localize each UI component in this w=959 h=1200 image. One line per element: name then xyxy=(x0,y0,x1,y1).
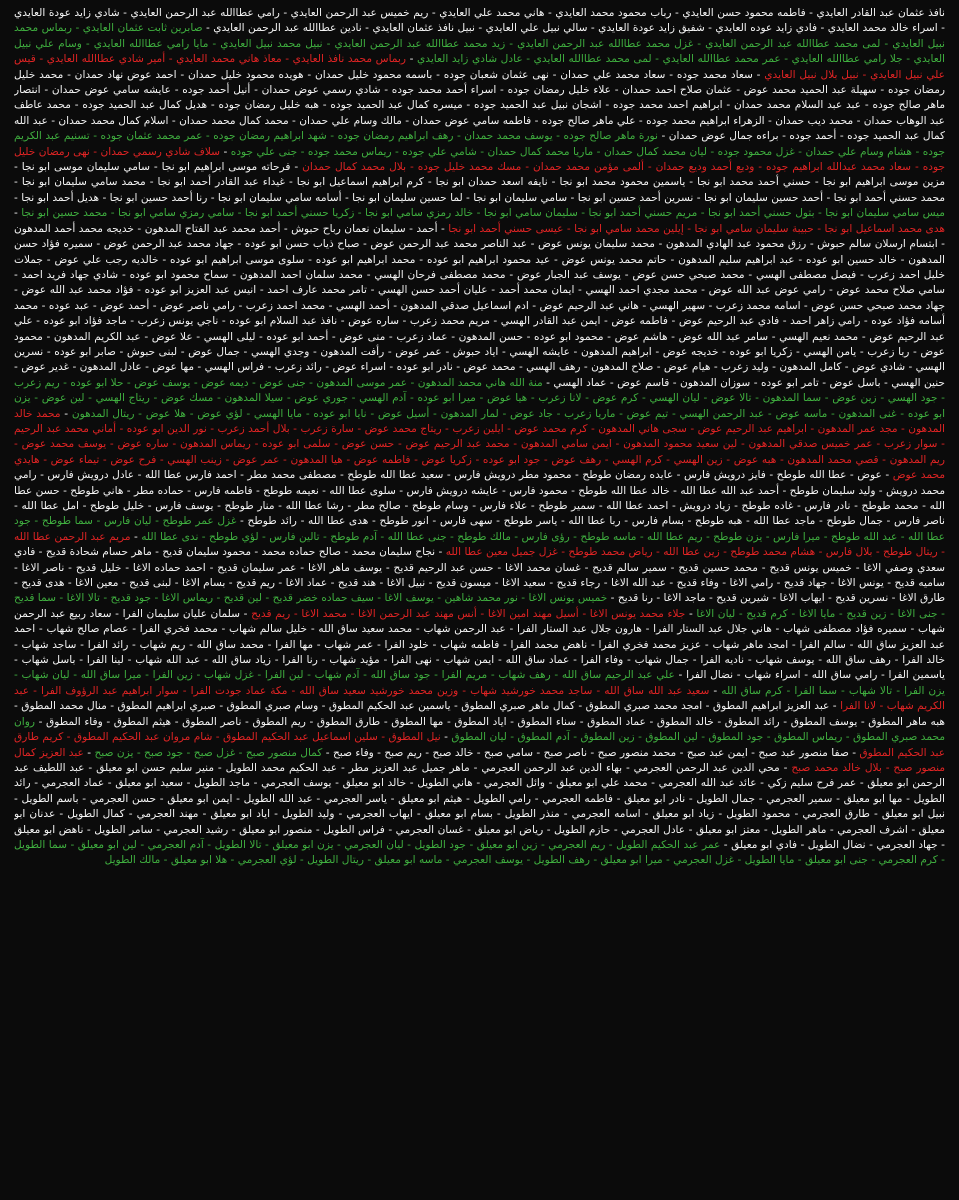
name-separator: - xyxy=(240,607,252,620)
name-separator: - xyxy=(848,746,860,759)
names-segment-white: نافذ عبد السلام ابو عوده - ناجي يونس زعرب - ماجد فؤاد ابو عوده - علي عبد الرحيم عوض - محمد نعيم الهسي - سامر عبد الله عوض - هاشم عوض - محمود ابو عوده - حسن المدهون - عماد زعرب - منى عوض - أحمد ابو عوده - ليلى الهسي - علا عوض - عبد الكريم المدهون - محمود عوض - ربا زعرب - يامن الهسي - زكريا ابو عوده - خديجه عوض - ابراهيم المدهون - عايشه الهسي - اياد حبوش - عمر عوض - رأفت المدهون - وجدي الهسي - جمال عوض - لبنى حبوش - صابر ابو عوده - نسرين الهسي - شادي عوض - كامل المدهون - وليد زعرب - هيام عوض - صلاح المدهون - رهف الهسي - محمد عوض - نادر ابو عوده - اسراء عوض - رائد زعرب - فراس الهسي - مها عوض - عادل المدهون - غدير عوض - حنين الهسي - باسل عوض - تامر ابو عوده - سوزان المدهون - قاسم عوض - عماد الهسي xyxy=(14,315,945,389)
names-segment-green: منة الله هاني محمد المدهون - عمر موسى المدهون - جنى عوض - ديمه عوض - يوسف عوض - حلا ابو عوده - ريم زعرب - جود الهسي - زين عوض - سما المدهون - تالا عوض - ليان الهسي - كرم عوض - لانا زعرب - هيا عوض - ميرا ابو عوده - آدم الهسي - جوري عوض - سيلا المدهون - مسك عوض - ريتاج الهسي - لين عوض - يزن ابو عوده - غنى المدهون - ماسه عوض - عبد الرحمن الهسي - تيم عوض - ماريا زعرب - جاد عوض - لمار المدهون - أسيل عوض - نايا ابو عوده - مايا الهسي - لؤي عوض - هلا عوض - ريتال المدهون xyxy=(14,376,945,420)
names-segment-white: عبد العزيز ابراهيم المطوق - امجد محمد صبري المطوق - كمال ماهر صبري المطوق - ياسمين عبد الحكيم المطوق - وسام صبري المطوق - صبري ابراهيم المطوق - منال محمد المطوق - هبه ماهر المطوق - يوسف المطوق - رائد المطوق - خالد المطوق - عماد المطوق - سناء المطوق - اياد المطوق - مها المطوق - طارق المطوق - ريم المطوق - ناصر المطوق - هيثم المطوق - وفاء المطوق xyxy=(14,700,945,728)
name-separator: - xyxy=(657,130,669,143)
names-segment-red: مريم عبد الرحمن عطا الله - ريتال طوطح - بلال فارس - هشام محمد طوطح - زين عطا الله - رياض محمد طوطح - غزل جميل معين عطا الله xyxy=(14,530,945,559)
names-segment-green: روان محمد صبري المطوق - ريماس المطوق - جود المطوق - لين المطوق - زين المطوق - آدم المطوق - ليان المطوق xyxy=(14,715,945,744)
name-separator: - xyxy=(322,746,333,759)
names-segment-red: جلاء محمد يونس الاغا - أسيل مهند امين الاغا - أنس مهند عبد الرحمن الاغا - محمد الاغا - ريم قديح xyxy=(251,607,686,620)
name-separator: - xyxy=(674,669,687,682)
names-segment-white: سعاد محمد جوده - سعاد محمد علي حمدان - نهى عثمان شعبان جوده - باسمه محمود خليل حمدان - هويده محمود خليل حمدان - احمد عوض نهاد حمدان - محمد خليل رمضان جوده - سهيلة عبد الحميد محمد عوض - عثمان صلاح احمد حمدان - علاء خليل رمضان جوده - اسراء أحمد محمد جوده - شادي رسمي عوض حمدان - أنيل أحمد جوده - عايشه سامي عوض حمدان - انتصار ماهر صالح جوده - عبد عبد السلام محمد حمدان - ابراهيم احمد محمد جوده - اشجان نبيل عبد الحميد جوده - ميسره كمال عبد الحميد جوده - هبه خليل رمضان جوده - هديل كمال عبد الحميد جوده - محمد عاطف عبد الوهاب حمدان - محمد ديب حمدان - الزهراء ابراهيم محمد جوده - علي ماهر صالح جوده - فاطمه سامي عوض حمدان - مالك وسام علي حمدان - محمد كمال محمد حمدان - اسلام كمال محمد حمدان - عبد الله كمال عبد الحميد جوده - أحمد جوده - براءه جمال عوض حمدان xyxy=(14,68,945,143)
names-segment-red: محمد خالد المدهون - مجد عمر المدهون - ابراهيم عبد الرحيم عوض - سجى هاني المدهون - كرم محمد عوض - ايلين زعرب - ريتاج محمد عوض - سارة زعرب - بلال أحمد زعرب - نور الدين ابو عوده - أماني محمد عبد الرحيم - سوار زعرب - عمر خميس صدقي المدهون - لين سعيد محمود المدهون - ايمن سامي المدهون - محمد عبد الرحيم عوض - حسن عوض - سلمى ابو عوده - ريماس المدهون - ساره عوض - يوسف محمد عوض - ريم المدهون - قصي محمد المدهون - هبه عوض - زين الهسي - كرم الهسي - رهف عوض - جود ابو عوده - زكريا عوض - فاطمه عوض - هيا المدهون - عمر عوض - زينب الهسي - فرح عوض - تيماء عوض - هايدي محمد عوض xyxy=(14,407,945,482)
name-separator: - xyxy=(83,746,95,759)
name-separator: - xyxy=(60,407,72,420)
names-segment-white: أحمد - سليمان نعمان رباح حبوش - أحمد محمد عبد الفتاح المدهون - خديجه محمد أحمد المدهون - ابتسام ارسلان سالم حبوش - رزق محمود عبد الهادي المدهون - محمد سليمان يونس عوض - عبد الناصر محمد عبد الرحمن عوض - صباح ذياب حسن ابو عوده - جهاد محمد عبد الرحمن عوض - سميره فؤاد حسن المدهون - خالد حسين ابو عوده - عبد ابراهيم سليم المدهون - حاتم محمد يونس عوض - عيد محمود ابراهيم ابو عوده - محمد ابراهيم ابو عوده - سلوى موسى ابراهيم ابو عوده - خالديه رجب علي عوض - جملات خليل احمد زعرب - فيصل مصطفى الهسي - محمد صبحي حسن عوض - يوسف عبد الجبار عوض - محمد مصطفى فرحان الهسي - محمد سلمان احمد المدهون - سماح محمود ابو عوده - شادي جهاد فريد احمد - سامي صلاح محمد عوض - رامي عوض عبد الله عوض - محمد مجدي احمد الهسي - ايمان محمد أحمد - عليان أحمد حسن الهسي - تامر محمد عارف احمد - انيس عبد العزيز ابو عوده - فؤاد محمد عبد الله عوض - جهاد محمد صبحي حسن عوض - اسامه محمد زعرب - سهير الهسي - هاني عبد الرحيم عوض - ادم اسماعيل صدقي المدهون - أحمد الهسي - محمد احمد زعرب - رامي ناصر عوض - أحمد عوض - عبد عوده - محمد أسامه فؤاد عوده - رامي زاهر احمد - فادي عبد الرحيم عوض - فاطمه عوض - ايمن عبد القادر الهسي - مريم محمد زعرب - ساره عوض xyxy=(14,222,945,328)
names-segment-green: عمر عبد الحكيم الطويل - ريم العجرمي - زين ابو معيلق - جود الطويل - ليان العجرمي - يزن ابو معيلق - تالا الطويل - آدم العجرمي - لين ابو معيلق - سما الطويل - كرم العجرمي - جنى ابو معيلق - مايا الطويل - غزل العجرمي - ميرا ابو معيلق - رهف الطويل - يوسف العجرمي - ماسه ابو معيلق - ريتال الطويل - لؤي العجرمي - هلا ابو معيلق - مالك الطويل xyxy=(14,838,945,867)
name-separator: - xyxy=(607,592,618,605)
name-separator: - xyxy=(685,607,697,620)
name-separator: - xyxy=(337,315,349,328)
names-segment-white: فرحاته موسى ابراهيم ابو نجا - سامي سليمان موسى ابو نجا - مزين موسى ابراهيم ابو نجا - حسني أحمد محمد ابو نجا - ياسمين محمود محمد ابو نجا - نايفه اسعد حمدان ابو نجا - كرم ابراهيم اسماعيل ابو نجا - غيداء عبد القادر أحمد ابو نجا - محمد سامي سليمان ابو نجا - محمد حسني أحمد ابو نجا - أحمد حسين سليمان ابو نجا - نسرين أحمد حسين ابو نجا - سامي سليمان ابو نجا - لما حسين سليمان ابو نجا - أسامه سامي سليمان ابو نجا - رنا أحمد حسين ابو نجا - هديل أحمد ابو نجا xyxy=(14,161,945,204)
names-segment-green: صابرين ثابت عثمان العايدي - ربماس محمد نبيل العايدي - لمى محمد عطاالله عبد الرحمن العايدي - غزل محمد عطاالله عبد الرحمن العايدي - زيد محمد عطاالله عبد الرحمن العايدي - نبيل محمد نبيل العايدي - مايا رامي عطاالله العايدي - وسام علي نبيل العايدي - جلا رامي عطاالله العايدي - عمر محمد عطاالله العايدي - لمى محمد عطاالله العايدي - عادل شادي زايد العايدي xyxy=(14,22,945,66)
names-segment-white: محي الدين عبد الرحمن العجرمي - بهاء الدين عبد الرحمن العجرمي - ماهر جميل عبد العزيز مطر - عبد الحكيم محمد الطويل - منير سليم حسن ابو معيلق - عبد اللطيف عبد الرحمن ابو معيلق - عمر فرح سليم زكي - عائد عبد الله العجرمي - محمد علي ابو معيلق - وائل العجرمي - هاني الطويل - خالد ابو معيلق - يوسف العجرمي - ماجد الطويل - سعيد ابو معيلق - عماد العجرمي - رائد الطويل - مها ابو معيلق - سمير العجرمي - جمال الطويل - نادر ابو معيلق - فاطمه العجرمي - رامي الطويل - هيثم ابو معيلق - ياسر العجرمي - عبد الله الطويل - ايمن ابو معيلق - حسن العجرمي - باسم الطويل - نبيل ابو معيلق - طارق العجرمي - محمود الطويل - زياد ابو معيلق - اسامه العجرمي - منذر الطويل - بسام ابو معيلق - ايهاب العجرمي - وليد الطويل - اياد ابو معيلق - مهند العجرمي - كمال الطويل - عدنان ابو معيلق - اشرف العجرمي - ماهر الطويل - معتز ابو معيلق - عادل العجرمي - حازم الطويل - رياض ابو معيلق - غسان العجرمي - فراس الطويل - منصور ابو معيلق - رشيد العجرمي - سامر الطويل - ناهض ابو معيلق - جهاد العجرمي - نضال الطويل - فادي ابو معيلق xyxy=(14,761,945,851)
name-separator: - xyxy=(220,145,231,158)
name-separator: - xyxy=(202,22,214,35)
names-segment-green: ميس سامي سليمان ابو نجا - بتول حسني أحمد ابو نجا - مريم حسني أحمد ابو نجا - سليمان سامي ابو نجا - خالد رمزي سامي ابو نجا - زكريا حسني أحمد ابو نجا - سامي رمزي سامي ابو نجا - محمد حسين ابو نجا xyxy=(21,207,945,220)
names-segment-white: عوض - عطا الله طوطح - فايز درويش فارس - عايده رمضان طوطح - محمود مطر درويش فارس - سعيد عطا الله طوطح - مصطفى محمد مطر - احمد فارس عطا الله - عادل درويش فارس - رامي محمد درويش - وليد سليمان طوطح - أحمد عبد الله عطا الله - خالد عطا الله طوطح - محمود فارس - عايشه درويش فارس - سلوى عطا الله - نعيمه طوطح - فاطمه فارس - حماده مطر - هاني طوطح - حسن عطا الله - محمد طوطح - نادر فارس - غاده طوطح - زياد درويش - احمد عطا الله - سمير طوطح - علاء فارس - وسام طوطح - صالح مطر - رشا عطا الله - منار طوطح - يوسف فارس - خليل طوطح - امل عطا الله - ناصر فارس - جمال طوطح - ماجد عطا الله - هبه طوطح - بسام فارس - ربا عطا الله - ياسر طوطح - سهى فارس - انور طوطح - هدى عطا الله - رائد طوطح xyxy=(14,469,945,528)
name-separator: - xyxy=(14,191,22,204)
names-segment-green: علي عبد الرحيم ساق الله - رهف شهاب - مريم الفرا - جود ساق الله - آدم شهاب - لين الفرا - غزل شهاب - زين الفرا - ميرا ساق الله - ليان شهاب - يزن الفرا - تالا شهاب - سما الفرا - كرم ساق الله xyxy=(14,669,945,697)
names-segment-white: سلمان عليان سليمان الفرا - سعاد ربيع عبد الرحمن شهاب - سميره فؤاد مصطفى شهاب - هاني جلال عبد الستار الفرا - هارون جلال عبد الستار الفرا - عبد الرحمن شهاب - محمد سعيد ساق الله - خليل سالم شهاب - محمد فخري الفرا - عصام صالح شهاب - احمد عبد العزيز ساق الله - سالم الفرا - امجد ماهر شهاب - عزيز محمد فخري الفرا - ناهض محمد الفرا - فاطمه شهاب - خلود الفرا - عمر شهاب - مها الفرا - محمد ساق الله - ريم شهاب - رائد الفرا - ساجد شهاب - خالد الفرا - رهف ساق الله - يوسف شهاب - ناديه الفرا - جمال شهاب - وفاء الفرا - عماد ساق الله - ايمن شهاب - نهى الفرا - مؤيد شهاب - رنا الفرا - زياد ساق الله - عبد الله شهاب - لينا الفرا - باسل شهاب - ياسمين الفرا - رامي ساق الله - اسراء شهاب - نضال الفرا xyxy=(14,607,945,682)
names-segment-red: هدى محمد اسماعيل ابو نجا - حبيبة سليمان سامي ابو نجا - إيلين محمد سامي ابو نجا - عيسى حسني أحمد ابو نجا xyxy=(448,222,945,235)
name-separator: - xyxy=(435,546,446,559)
name-separator: - xyxy=(779,761,792,774)
name-separator: - xyxy=(437,222,449,235)
names-segment-green: غزل عمر طوطح - ليان فارس - سما طوطح - جود عطا الله - عبد الله طوطح - ميرا فارس - يزن طوطح - ريم عطا الله - ماسه طوطح - رؤى فارس - مالك طوطح - جنى عطا الله - آدم طوطح - تالين فارس - لؤي طوطح - ندى عطا الله xyxy=(14,515,945,543)
name-separator: - xyxy=(440,731,452,744)
name-separator: - xyxy=(34,715,47,728)
names-segment-red: نيل المطوق - سلين اسماعيل عبد الحكيم المطوق - شام مروان عبد الحكيم المطوق - كريم طارق عبد الحكيم المطوق xyxy=(14,731,945,759)
name-separator: - xyxy=(752,68,765,81)
name-separator: - xyxy=(542,376,554,389)
names-segment-red: عبد العزيز كمال منصور صبح - بلال خالد محمد صبح xyxy=(14,746,945,774)
names-segment-green: كمال منصور صبح - غزل صبح - جود صبح - يزن صبح xyxy=(94,746,323,759)
name-separator: - xyxy=(720,838,732,851)
names-segment-green: خميس يونس الاغا - نور محمد شاهين - يوسف الاغا - سيف حماده خضر قديح - لين قديح - ريماس الاغا - جود قديح - تالا الاغا - سما قديح - جنى الاغا - زين قديح - مايا الاغا - كرم قديح - ليان الاغا xyxy=(14,592,945,620)
names-segment-red: سلاف شادي رسمي حمدان - نهى رمضان خليل جوده - سعاد محمد عبدالله ابراهيم جوده - وديع أحمد وديع حمدان - ألمى مؤمن محمد حمدان - مسك محمد خليل جوده - بلال محمد كمال حمدان xyxy=(14,145,945,174)
name-separator: - xyxy=(290,161,303,174)
name-separator: - xyxy=(406,53,417,66)
name-separator: - xyxy=(130,530,142,543)
name-separator: - xyxy=(829,700,841,713)
names-list xyxy=(14,6,945,1194)
name-separator: - xyxy=(709,684,722,697)
names-segment-white: صفا منصور عبد صبح - ايمن عبد صبح - محمد منصور صبح - ناصر صبح - سامي صبح - خالد صبح - ريم صبح - وفاء صبح xyxy=(332,746,849,759)
names-segment-green: نورة ماهر صالح جوده - يوسف محمد حمدان - رهف ابراهيم رمضان جوده - شهد ابراهيم رمضان جوده - عمر محمد عثمان جوده - تسنيم عبد الكريم جوده - هشام وسام علي حمدان - غزل محمود جوده - ليان محمد كمال حمدان - ماريا محمد كمال حمدان - شامي علي جوده - ريماس محمد جوده - جنى علي جوده xyxy=(14,130,945,158)
name-separator: - xyxy=(14,207,22,220)
name-separator: - xyxy=(236,515,248,528)
name-separator: - xyxy=(881,469,893,482)
names-segment-white: نجاح سليمان محمد - صالح حماده محمد - محمود سليمان قديح - ماهر حسام شحادة قديح - فادي سعدي وصفي الاغا - خميس يونس قديح - محمد حسين قديح - سمير سالم قديح - غسان محمد الاغا - حسن عبد الرحيم قديح - يوسف ماهر الاغا - عمر سليمان قديح - احمد حماده الاغا - خليل قديح - ناصر الاغا - ساميه قديح - يونس الاغا - جهاد قديح - رامي الاغا - وفاء قديح - عبد الله الاغا - رجاء قديح - سعيد الاغا - ميسون قديح - نبيل الاغا - هند قديح - عماد الاغا - ريم قديح - بسام الاغا - لبنى قديح - معين الاغا - هدى قديح - طارق الاغا - نسرين قديح - ايهاب الاغا - شيرين قديح - ماجد الاغا - رنا قديح xyxy=(14,546,945,605)
names-segment-red: سعيد عبد الله ساق الله - ساجد محمد خورشيد شهاب - وزين محمد خورشيد سعيد ساق الله - مكة عماد جودت الفرا - سوار ابراهيم عبد الرؤوف الفرا - عبد الكريم شهاب - لانا الفرا xyxy=(14,684,945,713)
names-segment-red: ربماس محمد نافذ العايدي - معاذ هاني محمد العايدي - أمير شادي عطاالله العايدي - قيس علي نبيل العايدي - نبيل بلال نبيل العايدي xyxy=(14,53,945,81)
names-segment-white: نافذ عثمان عبد القادر العايدي - فاطمه محمود حسن العايدي - رباب محمود محمد العايدي - هاني محمد علي العايدي - ريم خميس عبد الرحمن العايدي - رامي عطاالله عبد الرحمن العايدي - شادي زايد عودة العايدي - اسراء خالد محمد العايدي - فادي زايد عوده العايدي - شفيق زايد عودة العايدي - سالي نبيل علي العايدي - نبيل نافذ عثمان العايدي - نادين عطاالله عبد الرحمن العايدي xyxy=(14,7,945,35)
